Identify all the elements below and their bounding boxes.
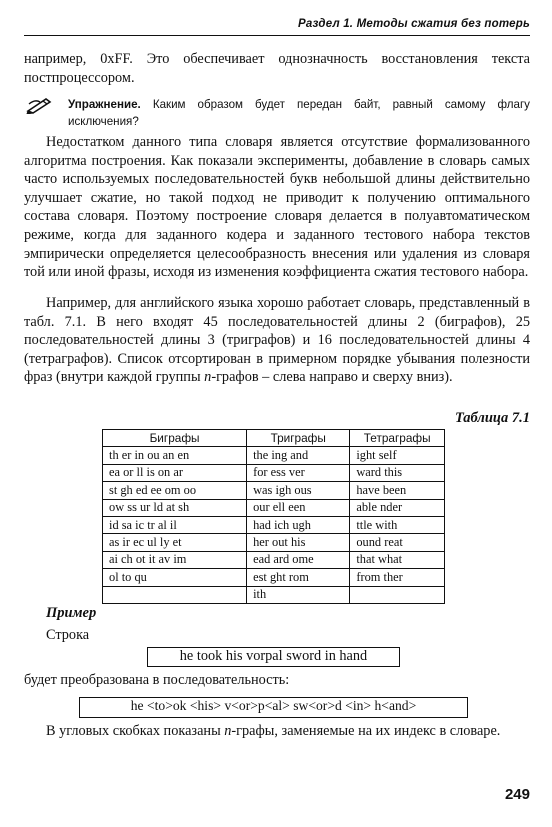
string-label: Строка [46,627,90,643]
table-cell: our ell een [247,499,350,516]
table-cell: est ght rom [247,569,350,586]
example-text-after: -графов – слева направо и сверху вниз). [211,369,453,386]
example-text-before: Например, для английского языка хорошо работает словарь, представленный в табл. 7.1. В него входят 45 последовательностей длины 2 (биграфов), 25 последовательностей длины 3 (триграфов) и 16 последовательностей длины 4 (тетраграфов). Список отсортирован в примерном порядке убывания полезности фраз (внутри каждой группы [24,295,530,386]
transform-text: будет преобразована в последовательность: [24,672,290,688]
header-title: Раздел 1. Методы сжатия без потерь [298,18,530,30]
page-number: 249 [504,786,530,803]
table-row [103,464,445,481]
table-cell: id sa ic tr al il [103,516,247,533]
exercise-text [68,96,530,130]
table-cell [103,586,247,603]
table-cell: ward this [350,464,445,481]
column-header: Триграфы [247,430,350,447]
table-cell: have been [350,482,445,499]
column-header: Тетраграфы [350,430,445,447]
n-variable: n [224,723,232,739]
exercise-label: Упражнение. [68,98,141,111]
table-row [103,534,445,551]
table-cell: ow ss ur ld at sh [103,499,247,516]
table-cell: from ther [350,569,445,586]
table-cell: st gh ed ee om oo [103,482,247,499]
table-cell: th er in ou an en [103,447,247,464]
drawback-paragraph: Недостатком данного типа словаря является отсутствие формализованного алгоритма построения. Как показали эксперименты, добавление в словарь самых часто используемых последовательностей букв небольшой длины действительно улучшает сжатие, но такой подход не приводит к получению оптимального состава словаря. Поэтому построение словаря делается в полуавтоматическом режиме, когда для заданного кодера и заданного тестового набора текстов эмпирически определяется целесообразность внесения или удаления из словаря той или иной фразы, исходя из изменения коэффициента сжатия тестового набора. [24,134,530,281]
table-cell: the ing and [247,447,350,464]
table-cell: as ir ec ul ly et [103,534,247,551]
table-cell: ttle with [350,516,445,533]
table-row [103,586,445,603]
table-cell: ea or ll is on ar [103,464,247,481]
ngram-table [102,429,445,604]
intro-paragraph: например, 0xFF. Это обеспечивает однозначность восстановления текста постпроцессором. [24,51,530,86]
table-cell: ight self [350,447,445,464]
table-row [103,551,445,568]
final-paragraph [24,722,530,741]
example-paragraph [24,294,530,387]
table-cell: ai ch ot it av im [103,551,247,568]
column-header: Биграфы [103,430,247,447]
table-row [103,499,445,516]
table-row [103,447,445,464]
table-cell: ith [247,586,350,603]
table-cell: ound reat [350,534,445,551]
table-cell: that what [350,551,445,568]
n-variable: n [204,369,212,386]
table-cell: ol to qu [103,569,247,586]
running-header [24,6,530,36]
header-rule [24,35,530,36]
table-row [103,482,445,499]
final-text-before: В угловых скобках показаны [46,723,225,739]
exercise-question: Каким образом будет передан байт, равный самому флагу исключения? [68,98,530,128]
table-cell [350,586,445,603]
output-string-box: he <to>ok <his> v<or>p<al> sw<or>d <in> h<and> [79,697,468,718]
exercise-block [24,96,530,132]
table-cell: ead ard ome [247,551,350,568]
table-cell: was igh ous [247,482,350,499]
table-row [103,516,445,533]
table-cell: for ess ver [247,464,350,481]
table-caption: Таблица 7.1 [454,410,530,426]
table-cell: her out his [247,534,350,551]
final-text-after: -графы, заменяемые на их индекс в словаре. [231,723,501,739]
table-header-row [103,430,445,447]
table-row [103,569,445,586]
example-heading: Пример [46,605,97,621]
input-string-box: he took his vorpal sword in hand [147,647,400,667]
table-cell: able nder [350,499,445,516]
table-cell: had ich ugh [247,516,350,533]
pencil-icon [26,96,52,114]
